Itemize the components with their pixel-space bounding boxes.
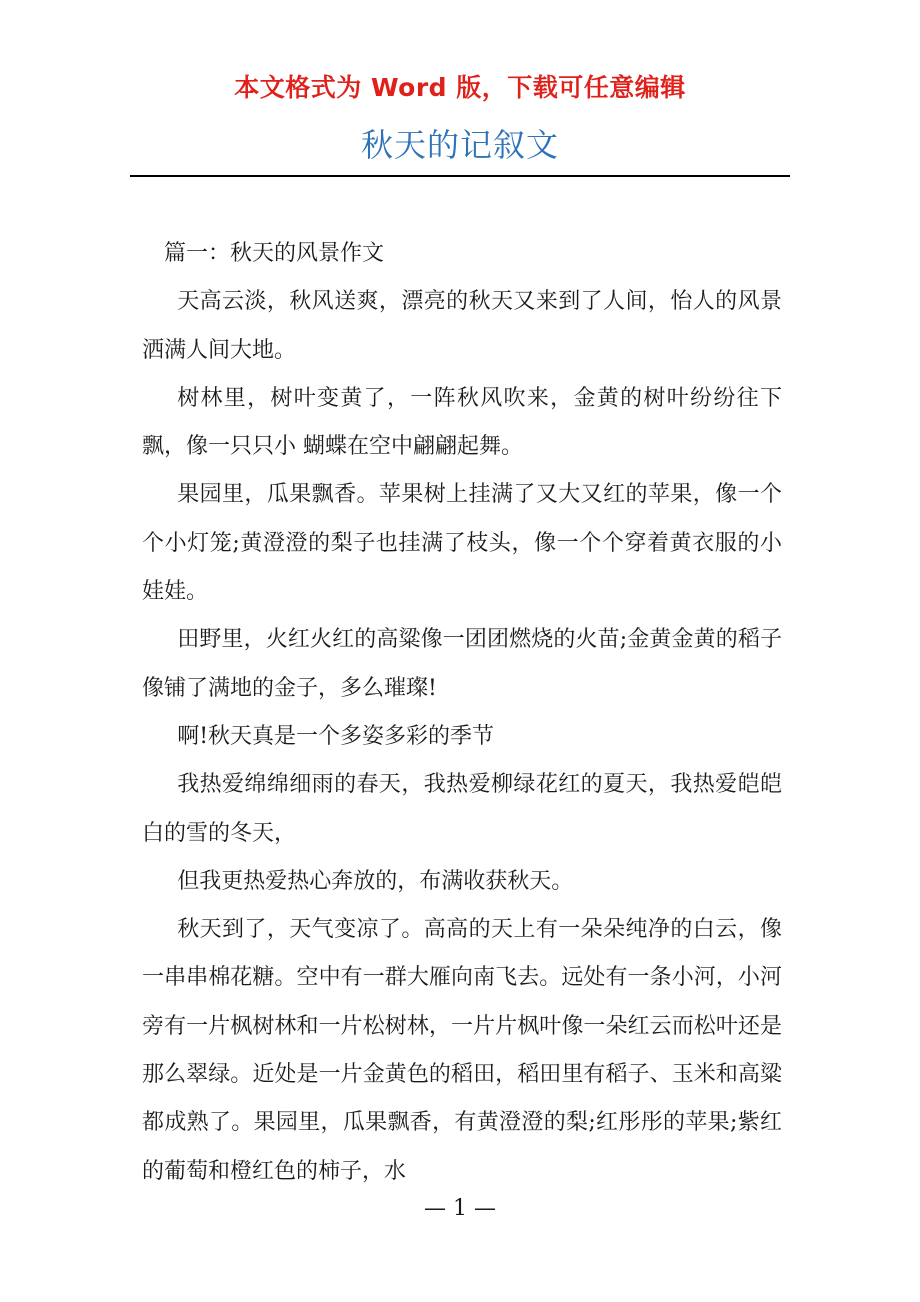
paragraph: 树林里，树叶变黄了，一阵秋风吹来，金黄的树叶纷纷往下飘，像一只只小 蝴蝶在空中翩翩起舞。 — [142, 385, 782, 460]
paragraph: 秋天到了，天气变凉了。高高的天上有一朵朵纯净的白云，像一串串棉花糖。空中有一群大雁向南飞去。远处有一条小河，小河旁有一片枫树林和一片松树林，一片片枫叶像一朵红云而松叶还是那么翠绿。近处是一片金黄色的稻田，稻田里有稻子、玉米和高粱都成熟了。果园里，瓜果飘香，有黄澄澄的梨;红彤彤的苹果;紫红的葡萄和橙红色的柿子，水 — [142, 917, 782, 1184]
paragraph: 啊!秋天真是一个多姿多彩的季节 — [177, 723, 495, 749]
format-notice: 本文格式为 Word 版，下载可任意编辑 — [234, 73, 686, 102]
paragraph: 果园里，瓜果飘香。苹果树上挂满了又大又红的苹果，像一个个小灯笼;黄澄澄的梨子也挂满了枝头，像一个个穿着黄衣服的小娃娃。 — [142, 482, 782, 605]
header-divider — [130, 175, 790, 177]
document-title: 秋天的记叙文 — [360, 126, 559, 164]
document-body — [142, 230, 782, 1196]
page-number: — 1 — — [424, 1196, 496, 1221]
paragraph: 田野里，火红火红的高粱像一团团燃烧的火苗;金黄金黄的稻子像铺了满地的金子，多么璀璨! — [142, 627, 782, 701]
paragraph: 但我更热爱热心奔放的，布满收获秋天。 — [177, 868, 574, 894]
paragraph: 我热爱绵绵细雨的春天，我热爱柳绿花红的夏天，我热爱皑皑白的雪的冬天， — [142, 772, 782, 846]
section-heading: 篇一：秋天的风景作文 — [164, 241, 385, 266]
paragraph: 天高云淡，秋风送爽，漂亮的秋天又来到了人间，怡人的风景洒满人间大地。 — [142, 289, 782, 363]
